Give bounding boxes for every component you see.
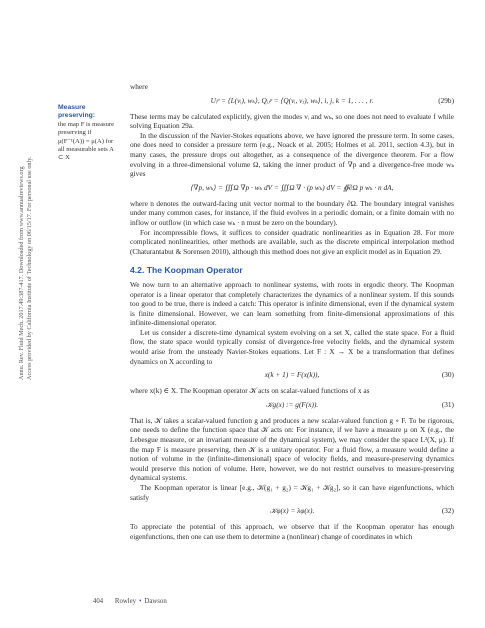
margin-term: Measure preserving: — [58, 104, 96, 120]
equation-32-number: (32) — [441, 506, 454, 516]
download-notice-line-1: Annu. Rev. Fluid Mech. 2017.49:387-417. Downloaded from www.annualreviews.org — [18, 166, 25, 380]
equation-divergence-body: ⟨∇p, wₖ⟩ = ∭Ω ∇p · wₖ dV = ∭Ω ∇ · (p wₖ) dV = ∯∂Ω p wₖ · n dA, — [190, 182, 394, 192]
equation-31 — [130, 399, 454, 413]
margin-definition-text: the map F is measure preserving if μ(F⁻¹(A)) = μ(A) for all measurable sets A ⊂ X — [58, 120, 115, 162]
margin-definition — [58, 104, 118, 163]
main-column — [130, 82, 454, 541]
equation-29b-number: (29b) — [438, 95, 454, 105]
paragraph-10: To appreciate the potential of this approach, we observe that if the Koopman operator has enough eigenfunctions, then one can use them to determine a (nonlinear) change of coordinates in which — [130, 522, 454, 541]
equation-32-body: 𝒦φ(x) = λφ(x). — [269, 506, 315, 516]
paragraph-3: where n denotes the outward-facing unit vector normal to the boundary ∂Ω. The boundary integral vanishes under many common cases, for instance, if the fluid evolves in a periodic domain, or a finite domain with no inflow or outflow (in which case wₖ · n must be zero on the boundary). — [130, 198, 454, 227]
equation-29b — [130, 95, 454, 109]
page-footer — [93, 598, 167, 605]
download-notice-line-2: Access provided by California Institute of Technology on 06/15/17. For personal use only. — [26, 156, 33, 380]
paragraph-4: For incompressible flows, it suffices to consider quadratic nonlinearities as in Equation 28. For more complicated nonlinearities, other methods are available, such as the discrete empirical interpolation method (Chaturantabut & Sorensen 2010), although this method does not give an explicit model as in Equation 29. — [130, 227, 454, 256]
equation-31-number: (31) — [441, 399, 454, 409]
footer-separator-icon: • — [139, 598, 142, 605]
equation-30 — [130, 369, 454, 383]
paragraph-2: In the discussion of the Navier-Stokes equations above, we have ignored the pressure term. In some cases, one does need to consider a pressure term (e.g., Noack et al. 2005; Holmes et al. 2011, section 4.3), but in many cases, the pressure drops out altogether, as a consequence of the divergence theorem. For a flow evolving in a three-dimensional volume Ω, taking the inner product of ∇p and a divergence-free mode wₖ gives — [130, 130, 454, 179]
equation-30-number: (30) — [441, 370, 454, 380]
paragraph-6: Let us consider a discrete-time dynamical system evolving on a set X, called the state space. For a fluid flow, the state space would typically consist of divergence-free velocity fields, and the dynamical system would arise from the unsteady Navier-Stokes equations. Let F : X → X be a transformation that defines dynamics on X according to — [130, 327, 454, 366]
where-text: where — [130, 82, 148, 91]
footer-author-2: Dawson — [144, 598, 167, 605]
page-number: 404 — [93, 598, 104, 605]
footer-author-1: Rowley — [114, 598, 137, 605]
download-notice — [18, 156, 38, 390]
equation-31-body: 𝒦g(x) := g(F(x)). — [265, 399, 319, 409]
paragraph-9: The Koopman operator is linear [e.g., 𝒦(g₁ + g₂) = 𝒦g₁ + 𝒦g₂], so it can have eigenfunctions, which satisfy — [130, 483, 454, 502]
section-heading: 4.2. The Koopman Operator — [130, 265, 243, 276]
paragraph-1: These terms may be calculated explicitly, given the modes vᵢ and wₖ, so one does not need to evaluate f while solving Equation 29a. — [130, 111, 454, 131]
equation-divergence — [130, 182, 454, 196]
paragraph-7: where x(k) ∈ X. The Koopman operator 𝒦 acts on scalar-valued functions of x as — [130, 386, 370, 396]
paragraph-8: That is, 𝒦 takes a scalar-valued function g and produces a new scalar-valued function g ∘ F. To be rigorous, one needs to define the function space that 𝒦 acts on: For instance, if we have a measure μ on X (e.g., the Lebesgue measure, or an invariant measure of the dynamical system), we may consider the space L²(X, μ). If the map F is measure preserving, then 𝒦 is a unitary operator. For a fluid flow, a measure would define a notion of volume in the (infinite-dimensional) space of velocity fields, and measure-preserving dynamics would preserve this notion of volume. Here, however, we do not restrict ourselves to measure-preserving dynamical systems. — [130, 415, 454, 483]
equation-30-body: x(k + 1) = F(x(k)), — [264, 370, 320, 380]
equation-29b-body: Uᵢᵖ = ⟨L(vᵢ), wₖ⟩, Qᵢⱼᵖ = ⟨Q(vᵢ, vⱼ), wₖ⟩, i, j, k = 1, . . . , r. — [210, 95, 374, 105]
paragraph-5: We now turn to an alternative approach to nonlinear systems, with roots in ergodic theory. The Koopman operator is a linear operator that completely characterizes the dynamics of a nonlinear system. If this sounds too good to be true, there is indeed a catch: This operator is infinite dimensional, even if the dynamical system is finite dimensional. However, we can learn something from finite-dimensional approximations of this infinite-dimensional operator. — [130, 279, 454, 328]
equation-32 — [130, 505, 454, 519]
